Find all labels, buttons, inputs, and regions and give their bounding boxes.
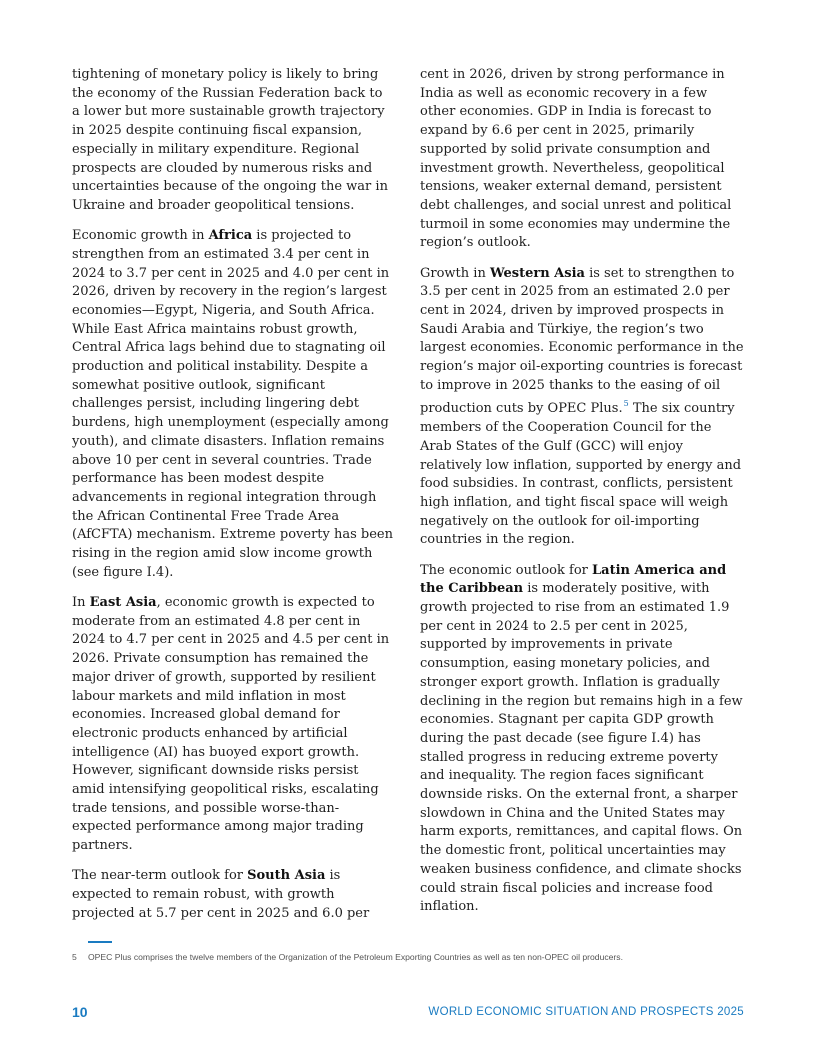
text: is expected to remain robust, with growth projected at 5.7 per cent in 2025 and 6.0 per: [72, 868, 370, 921]
page-number: 10: [72, 1004, 88, 1020]
text: The economic outlook for: [420, 562, 592, 578]
region-africa: Africa: [208, 228, 253, 244]
text: In: [72, 594, 90, 610]
paragraph-western-asia: [420, 265, 746, 551]
paragraph-latin-america: [420, 562, 746, 917]
footnote-reference[interactable]: 5: [623, 399, 629, 409]
text: The near-term outlook for: [72, 868, 248, 884]
paragraph-south-asia: [72, 867, 394, 923]
text: The six country members of the Cooperation Council for the Arab States of the Gulf (GCC) will enjoy relatively low inflation, supported by energy and food subsidies. In contrast, conflicts, persistent high inflation, and tight fiscal space will weigh negatively on the outlook for oil-importing countries in the region.: [420, 401, 742, 548]
text: is moderately positive, with growth projected to rise from an estimated 1.9 per cent in 2024 to 2.5 per cent in 2025, supported by improvements in private consumption, easing monetary policies, and stronger export growth. Inflation is gradually declining in the region but remains high in a few economies. Stagnant per capita GDP growth during the past decade (see figure I.4) has stalled progress in reducing extreme poverty and inequality. The region faces significant downside risks. On the external front, a sharper slowdown in China and the United States may harm exports, remittances, and capital flows. On the domestic front, political uncertainties may weaken business confidence, and climate shocks could strain fiscal policies and increase food inflation.: [420, 581, 743, 915]
region-east-asia: East Asia: [89, 594, 157, 610]
footnote-divider: [88, 941, 112, 943]
text: Economic growth in: [72, 228, 209, 244]
text: is projected to strengthen from an estimated 3.4 per cent in 2024 to 3.7 per cent in 2025 and 4.0 per cent in 2026, driven by recovery in the region’s largest economies—Egypt, Nigeria, and South Africa. While East Africa maintains robust growth, Central Africa lags behind due to stagnating oil production and political instability. Despite a somewhat positive outlook, significant challenges persist, including lingering debt burdens, high unemployment (especially among youth), and climate disasters. Inflation remains above 10 per cent in several countries. Trade performance has been modest despite advancements in regional integration through the African Continental Free Trade Area (AfCFTA) mechanism. Extreme poverty has been rising in the region amid slow income growth (see figure I.4).: [72, 228, 393, 580]
footnote-text: OPEC Plus comprises the twelve members of the Organization of the Petroleum Exporting Countries as well as ten non-OPEC oil producers.: [88, 952, 623, 962]
text: , economic growth is expected to moderate from an estimated 4.8 per cent in 2024 to 4.7 per cent in 2025 and 4.5 per cent in 2026. Private consumption has remained the major driver of growth, supported by resilient labour markets and mild inflation in most economies. Increased global demand for electronic products enhanced by artificial intelligence (AI) has buoyed export growth. However, significant downside risks persist amid intensifying geopolitical risks, escalating trade tensions, and possible worse-than-expected performance among major trading partners.: [72, 594, 390, 854]
region-latin-america: Latin America and the Caribbean: [420, 562, 727, 597]
paragraph-africa: [72, 227, 394, 582]
text: is set to strengthen to 3.5 per cent in 2025 from an estimated 2.0 per cent in 2024, driven by improved prospects in Saudi Arabia and Türkiye, the region’s two largest economies. Economic performance in the region’s major oil-exporting countries is forecast to improve in 2025 thanks to the easing of oil production cuts by OPEC Plus.: [420, 265, 744, 417]
footnote-number: 5: [72, 952, 77, 962]
paragraph-russia: tightening of monetary policy is likely to bring the economy of the Russian Federation back to a lower but more sustainable growth trajectory in 2025 despite continuing fiscal expansion, especially in military expenditure. Regional prospects are clouded by numerous risks and uncertainties because of the ongoing the war in Ukraine and broader geopolitical tensions.: [72, 67, 388, 213]
region-western-asia: Western Asia: [489, 265, 585, 281]
running-title: WORLD ECONOMIC SITUATION AND PROSPECTS 2025: [428, 1006, 744, 1018]
left-column: [72, 66, 394, 935]
paragraph-south-asia-cont: cent in 2026, driven by strong performance in India as well as economic recovery in a few other economies. GDP in India is forecast to expand by 6.6 per cent in 2025, primarily supported by solid private consumption and investment growth. Nevertheless, geopolitical tensions, weaker external demand, persistent debt challenges, and social unrest and political turmoil in some economies may undermine the region’s outlook.: [420, 67, 732, 251]
footnote: [72, 951, 752, 963]
region-south-asia: South Asia: [247, 868, 326, 884]
right-column: [420, 66, 746, 928]
text: Growth in: [420, 265, 490, 281]
paragraph-east-asia: [72, 594, 394, 856]
